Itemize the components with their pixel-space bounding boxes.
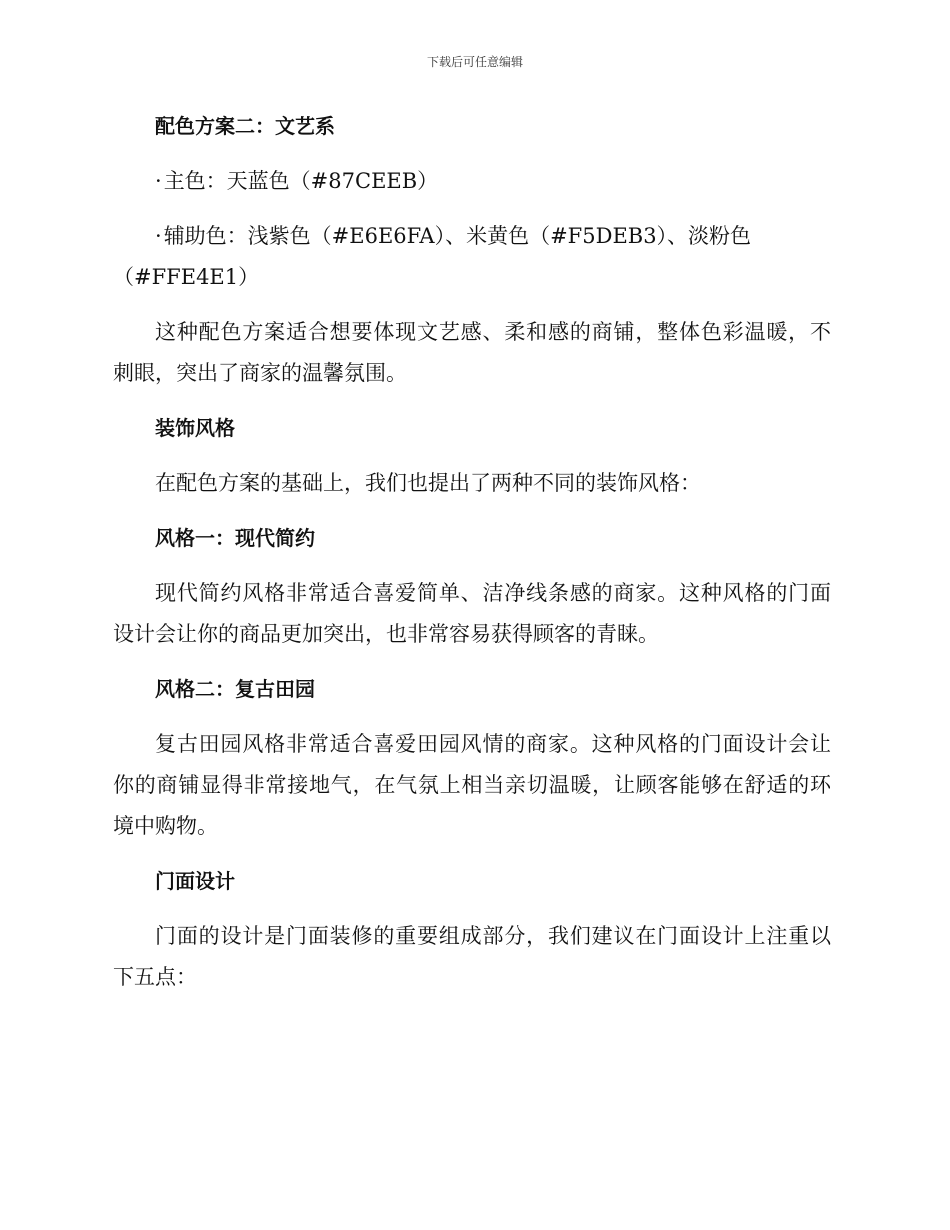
style1-desc-line-1: 现代简约风格非常适合喜爱简单、洁净线条感的商家。这种风格的门面 [155, 581, 831, 605]
style1-heading: 风格一：现代简约 [155, 526, 315, 550]
main-color-line [113, 161, 831, 202]
main-color-item [113, 161, 831, 202]
aux-color-line-1 [113, 216, 831, 257]
bullet-dot-icon: · [155, 224, 162, 248]
style1-heading-block [113, 518, 831, 559]
document-body [113, 106, 831, 1012]
scheme2-description [113, 312, 831, 394]
main-color-text: 主色：天蓝色（#87CEEB） [163, 169, 439, 193]
page-header: 下载后可任意编辑 [426, 55, 523, 69]
aux-color-item [113, 216, 831, 298]
facade-heading: 门面设计 [155, 869, 235, 893]
style2-heading: 风格二：复古田园 [155, 677, 315, 701]
style2-desc-line-3: 境中购物。 [113, 814, 218, 838]
decor-heading-block [113, 408, 831, 449]
aux-color-line-2: （#FFE4E1） [113, 265, 260, 289]
facade-desc-line-2: 下五点： [113, 965, 197, 989]
style2-description [113, 724, 831, 847]
style1-description [113, 573, 831, 655]
scheme2-desc-line-2: 刺眼，突出了商家的温馨氛围。 [113, 361, 407, 385]
decor-intro-block [113, 463, 831, 504]
facade-heading-block [113, 861, 831, 902]
aux-color-text: 辅助色：浅紫色（#E6E6FA）、米黄色（#F5DEB3）、淡粉色 [163, 224, 752, 248]
style2-desc-line-2: 你的商铺显得非常接地气，在气氛上相当亲切温暖，让顾客能够在舒适的环 [113, 773, 831, 797]
bullet-dot-icon: · [155, 169, 162, 193]
scheme2-desc-line-1: 这种配色方案适合想要体现文艺感、柔和感的商铺，整体色彩温暖，不 [155, 320, 831, 344]
decor-intro: 在配色方案的基础上，我们也提出了两种不同的装饰风格： [155, 471, 701, 495]
style2-heading-block [113, 669, 831, 710]
scheme2-heading-block [113, 106, 831, 147]
style2-desc-line-1: 复古田园风格非常适合喜爱田园风情的商家。这种风格的门面设计会让 [155, 732, 831, 756]
style1-desc-line-2: 设计会让你的商品更加突出，也非常容易获得顾客的青睐。 [113, 622, 659, 646]
facade-description [113, 916, 831, 998]
facade-desc-line-1: 门面的设计是门面装修的重要组成部分，我们建议在门面设计上注重以 [155, 924, 831, 948]
scheme2-heading: 配色方案二：文艺系 [155, 114, 335, 138]
decor-heading: 装饰风格 [155, 416, 235, 440]
